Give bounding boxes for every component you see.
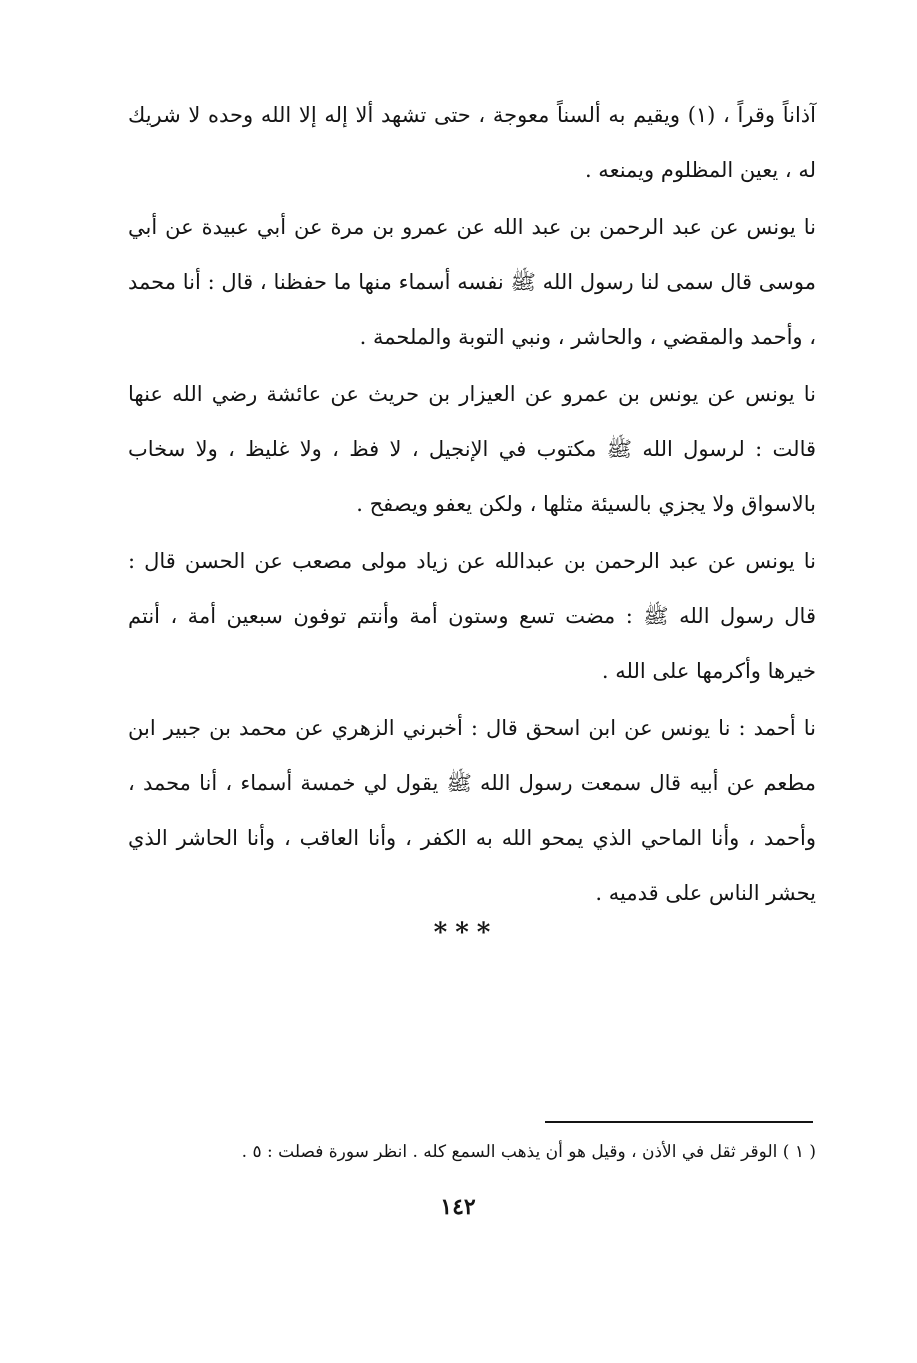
paragraph-1: آذاناً وقراً ، (١) ويقيم به ألسناً معوجة ، حتى تشهد ألا إله إلا الله وحده لا شريك له ، يعين المظلوم ويمنعه . (128, 103, 816, 182)
paragraph-4: نا يونس عن عبد الرحمن بن عبدالله عن زياد مولى مصعب عن الحسن قال : قال رسول الله ﷺ : مضت تسع وستون أمة وأنتم توفون سبعين أمة ، أنتم خيرها وأكرمها على الله . (128, 549, 816, 683)
paragraph-3: نا يونس عن يونس بن عمرو عن العيزار بن حريث عن عائشة رضي الله عنها قالت : لرسول الله ﷺ مكتوب في الإنجيل ، لا فظ ، ولا غليظ ، ولا سخاب بالاسواق ولا يجزي بالسيئة مثلها ، ولكن يعفو ويصفح . (128, 382, 816, 516)
section-divider: *** (433, 918, 499, 948)
paragraph-2: نا يونس عن عبد الرحمن بن عبد الله عن عمرو بن مرة عن أبي عبيدة عن أبي موسى قال سمى لنا رسول الله ﷺ نفسه أسماء منها ما حفظنا ، قال : أنا محمد ، وأحمد والمقضي ، والحاشر ، ونبي التوبة والملحمة . (128, 215, 816, 349)
main-text (128, 88, 816, 921)
footnote: ( ١ ) الوقر ثقل في الأذن ، وقيل هو أن يذهب السمع كله . انظر سورة فصلت : ٥ . (241, 1142, 816, 1162)
footnote-rule (545, 1121, 813, 1123)
page-number: ١٤٢ (440, 1194, 476, 1220)
paragraph-5: نا أحمد : نا يونس عن ابن اسحق قال : أخبرني الزهري عن محمد بن جبير ابن مطعم عن أبيه قال سمعت رسول الله ﷺ يقول لي خمسة أسماء ، أنا محمد ، وأحمد ، وأنا الماحي الذي يمحو الله به الكفر ، وأنا العاقب ، وأنا الحاشر الذي يحشر الناس على قدميه . (128, 716, 816, 905)
